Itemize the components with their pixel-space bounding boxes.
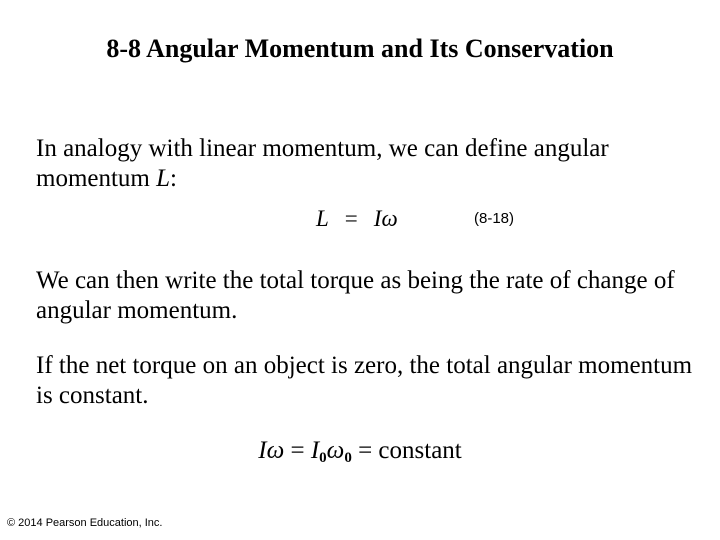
paragraph1-symbol: L [156, 165, 171, 192]
equation-lhs: L [316, 206, 329, 231]
paragraph-torque-rate: We can then write the total torque as being the rate of change of angular momentum. [36, 267, 675, 324]
conservation-equals-1: = [284, 437, 311, 464]
conservation-lhs: Iω [258, 437, 285, 464]
equation-rhs: Iω [373, 206, 398, 231]
copyright-notice: © 2014 Pearson Education, Inc. [7, 517, 163, 529]
equation-number: (8-18) [474, 210, 515, 227]
slide-title: 8-8 Angular Momentum and Its Conservation [106, 34, 614, 63]
conservation-equation [0, 434, 720, 468]
paragraph1-text: In analogy with linear momentum, we can define angular momentum [36, 135, 609, 192]
paragraph-net-torque-zero: If the net torque on an object is zero, the total angular momentum is constant. [36, 352, 693, 409]
paragraph1-end: : [170, 165, 177, 192]
conservation-equals-constant: = constant [351, 437, 462, 464]
equation-equals: = [344, 206, 358, 231]
angular-momentum-equation [316, 202, 398, 236]
conservation-subscript-2: 0 [344, 450, 352, 466]
conservation-omega0: ω [326, 437, 345, 464]
conservation-i0: I [310, 437, 320, 464]
conservation-subscript-1: 0 [319, 450, 327, 466]
paragraph-angular-momentum-definition [36, 134, 696, 194]
